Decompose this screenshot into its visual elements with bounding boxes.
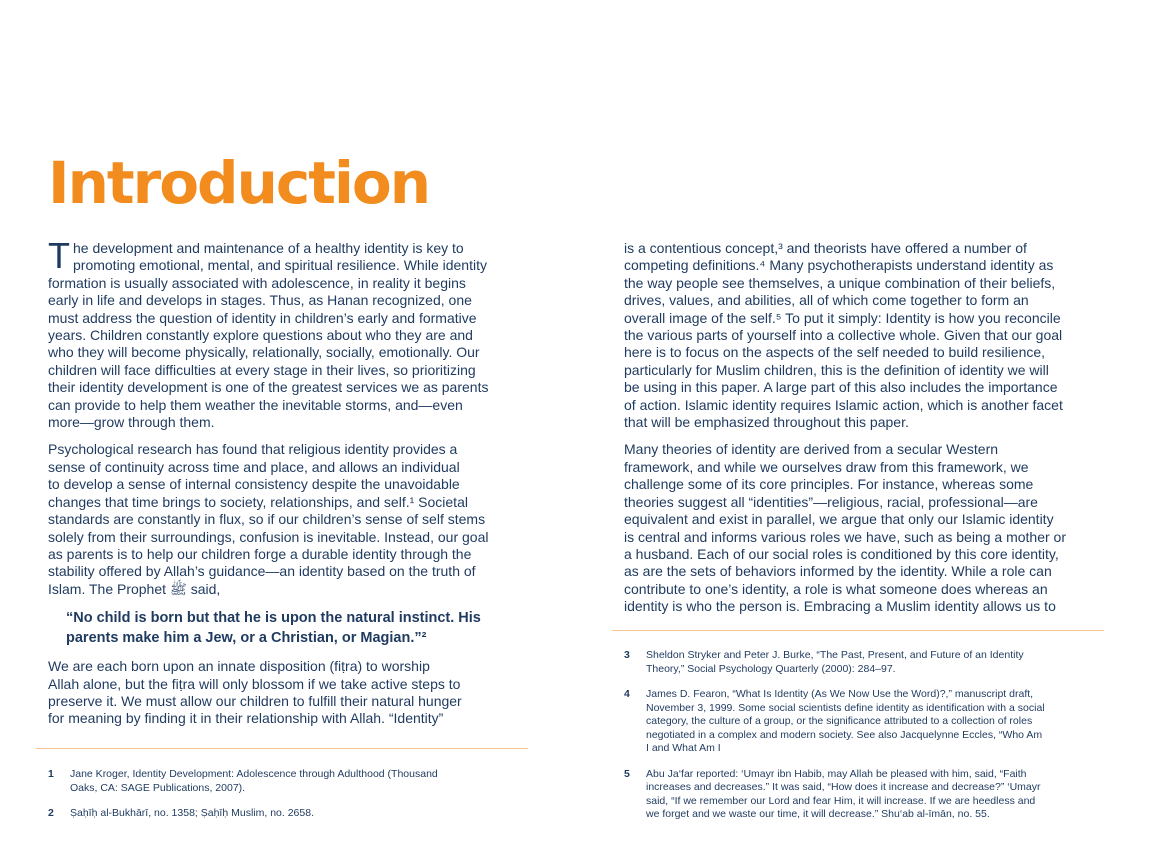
footnote-item [48, 807, 518, 821]
footnote-number: 5 [624, 767, 630, 780]
footnote-number: 2 [48, 807, 54, 819]
footnote-item [624, 649, 1104, 676]
body-paragraph: Psychological research has found that religious identity provides a sense of continuity across time and place, and allows an individual to develop a sense of internal consistency despite the unavoidable changes that time brings to society, relationships, and self.¹ Societal standards are constantly in flux, so if our children’s sense of self stems solely from their surroundings, confusion is inevitable. Instead, our goal as parents is to help our children forge a durable identity through the stability offered by Allah’s guidance—an identity based on the truth of Islam. The Prophet ﷺ said, [48, 441, 489, 597]
footnote-number: 4 [624, 688, 630, 700]
footnote-divider [36, 748, 528, 749]
footnote-text: James D. Fearon, “What Is Identity (As We Now Use the Word)?,” manuscript draft, November 3, 1999. Some social scientists define identity as identification with a social category, the culture of a group, or the significance attributed to a collection of roles negotiated in a complex and modern society. See also Jacquelynne Eccles, “Who Am I and What Am I [646, 688, 1045, 754]
hadith-quote: “No child is born but that he is upon the natural instinct. His parents make him a Jew, or a Christian, or Magian.”² [66, 610, 481, 647]
body-paragraph: is a contentious concept,³ and theorists have offered a number of competing definitions.⁴ Many psychotherapists understand identity as the way people see themselves, a unique combination of their beliefs, drives, values, and abilities, all of which come together to form an overall image of the self.⁵ To put it simply: Identity is how you reconcile the various parts of yourself into a collective whole. Given that our goal here is to focus on the aspects of the self needed to build resilience, particularly for Muslim children, this is the definition of identity we will be using in this paper. A large part of this also includes the importance of action. Islamic identity requires Islamic action, which is another facet that will be emphasized throughout this paper. [624, 240, 1063, 431]
body-paragraph: Many theories of identity are derived from a secular Western framework, and while we ourselves draw from this framework, we challenge some of its core principles. For instance, whereas some theories suggest all “identities”—religious, racial, professional—are equivalent and exist in parallel, we argue that only our Islamic identity is central and informs various roles we have, such as being a mother or a husband. Each of our social roles is conditioned by this core identity, as are the sets of behaviors informed by the identity. While a role can contribute to one’s identity, a role is what someone does whereas an identity is who the person is. Embracing a Muslim identity allows us to [624, 441, 1066, 615]
footnotes-left [48, 768, 518, 833]
footnote-item [48, 768, 518, 795]
intro-paragraph-text: he development and maintenance of a healthy identity is key to promoting emotional, mental, and spiritual resilience. While identity formation is usually associated with adolescence, in reality it begins early in life and develops in stages. Thus, as Hanan recognized, one must address the question of identity in children’s early and formative years. Children constantly explore questions about who they are and who they will become physically, relationally, socially, emotionally. Our children will face difficulties at every stage in their lives, so prioritizing their identity development is one of the greatest services we as parents can provide to help them weather the inevitable storms, and—even more—grow through them. [48, 240, 489, 431]
drop-cap: T [48, 235, 70, 276]
footnote-text: Abu Ja‘far reported: ‘Umayr ibn Habib, may Allah be pleased with him, said, “Faith increases and decreases.” It was said, “How does it increase and decrease?” ‘Umayr said, “If we remember our Lord and fear Him, it will increase. If we are heedless and we forget and we waste our time, it will decrease.” Shu‘ab al-īmān, no. 55. [646, 767, 1041, 820]
footnote-divider [612, 630, 1104, 631]
footnote-text: Ṣaḥīḥ al-Bukhārī, no. 1358; Ṣaḥīḥ Muslim, no. 2658. [70, 807, 314, 819]
body-paragraph: We are each born upon an innate disposition (fiṭra) to worship Allah alone, but the fiṭra will only blossom if we take active steps to preserve it. We must allow our children to fulfill their natural hunger for meaning by finding it in their relationship with Allah. “Identity” [48, 658, 462, 727]
right-column [624, 240, 1104, 626]
left-column [48, 235, 528, 738]
footnote-item [624, 768, 1104, 822]
footnote-text: Jane Kroger, Identity Development: Adolescence through Adulthood (Thousand Oaks, CA: SAGE Publications, 2007). [70, 768, 438, 794]
footnote-number: 1 [48, 768, 54, 780]
footnote-number: 3 [624, 649, 630, 661]
footnote-text: Sheldon Stryker and Peter J. Burke, “The Past, Present, and Future of an Identity Theory,” Social Psychology Quarterly (2000): 284–97. [646, 649, 1024, 675]
footnote-item [624, 688, 1104, 756]
footnotes-right [624, 649, 1104, 834]
intro-paragraph [48, 235, 528, 431]
page-title: Introduction [48, 149, 429, 217]
